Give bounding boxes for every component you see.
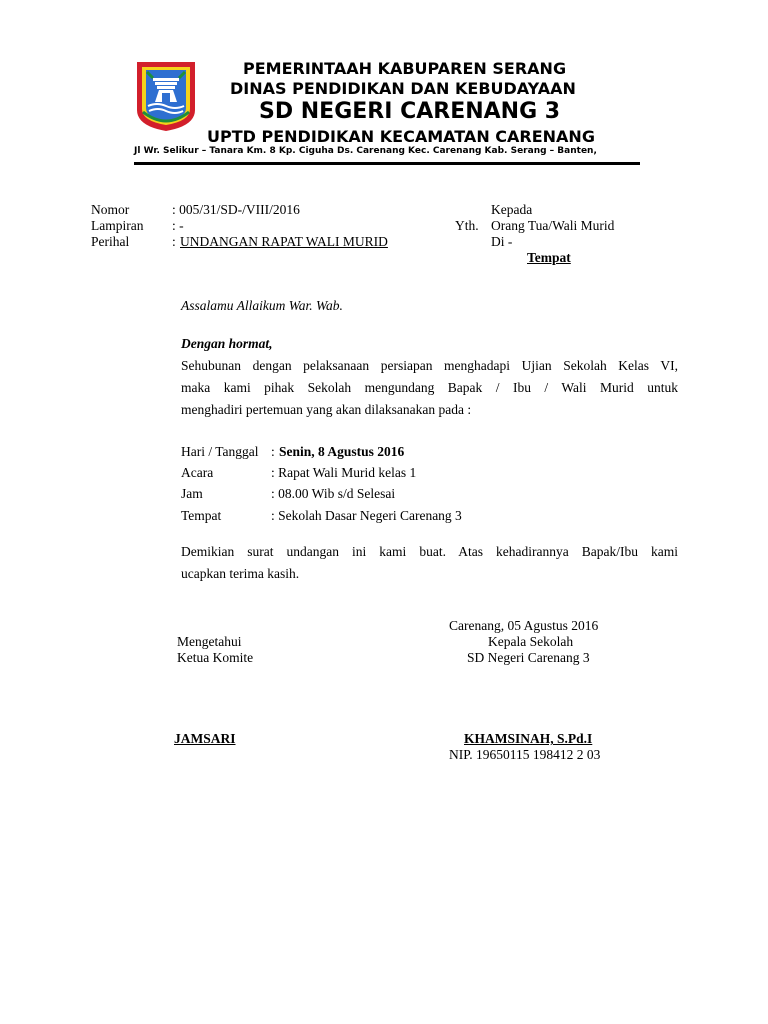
nomor-label: Nomor bbox=[91, 202, 130, 217]
greeting: Assalamu Allaikum War. Wab. bbox=[181, 298, 343, 313]
hari-label: Hari / Tanggal bbox=[181, 444, 259, 459]
acara-label: Acara bbox=[181, 465, 214, 480]
signature-right-name: KHAMSINAH, S.Pd.I bbox=[464, 731, 593, 746]
perihal-colon: : bbox=[172, 234, 176, 249]
letterhead-school-name: SD NEGERI CARENANG 3 bbox=[259, 99, 561, 124]
jam-value: : 08.00 Wib s/d Selesai bbox=[271, 486, 396, 501]
signature-right-title-2: SD Negeri Carenang 3 bbox=[467, 650, 590, 665]
recipient-di: Di - bbox=[491, 234, 513, 249]
acara-value: : Rapat Wali Murid kelas 1 bbox=[271, 465, 417, 480]
hari-colon: : bbox=[271, 444, 275, 459]
signature-right-nip: NIP. 19650115 198412 2 03 bbox=[449, 747, 601, 762]
place-date: Carenang, 05 Agustus 2016 bbox=[449, 618, 599, 633]
letterhead-address: Jl Wr. Selikur – Tanara Km. 8 Kp. Ciguha Ds. Carenang Kec. Carenang Kab. Serang – Banten, bbox=[134, 146, 597, 156]
recipient-to: Orang Tua/Wali Murid bbox=[491, 218, 615, 233]
signature-left-name: JAMSARI bbox=[174, 731, 236, 746]
letterhead-uptd: UPTD PENDIDIKAN KECAMATAN CARENANG bbox=[207, 127, 595, 146]
signature-right-title-1: Kepala Sekolah bbox=[488, 634, 574, 649]
nomor-value: : 005/31/SD-/VIII/2016 bbox=[172, 202, 300, 217]
recipient-yth: Yth. bbox=[455, 218, 479, 233]
paragraph-1-line-1: Sehubunan dengan pelaksanaan persiapan menghadapi Ujian Sekolah Kelas VI, bbox=[181, 358, 678, 373]
signature-left-title-2: Ketua Komite bbox=[177, 650, 254, 665]
salutation: Dengan hormat, bbox=[181, 336, 273, 351]
letterhead-department: DINAS PENDIDIKAN DAN KEBUDAYAAN bbox=[230, 79, 576, 98]
paragraph-1-line-3: menghadiri pertemuan yang akan dilaksanakan pada : bbox=[181, 402, 472, 417]
closing-line-2: ucapkan terima kasih. bbox=[181, 566, 300, 581]
recipient-kepada: Kepada bbox=[491, 202, 533, 217]
tempat-value: : Sekolah Dasar Negeri Carenang 3 bbox=[271, 508, 462, 523]
closing-line-1: Demikian surat undangan ini kami buat. Atas kehadirannya Bapak/Ibu kami bbox=[181, 544, 678, 559]
letterhead-government: PEMERINTAAH KABUPAREN SERANG bbox=[243, 59, 567, 78]
closing-paragraph bbox=[181, 541, 678, 585]
paragraph-1-line-2: maka kami pihak Sekolah mengundang Bapak / Ibu / Wali Murid untuk bbox=[181, 380, 678, 395]
hari-value: Senin, 8 Agustus 2016 bbox=[279, 444, 405, 459]
paragraph-1 bbox=[181, 355, 678, 421]
perihal-label: Perihal bbox=[91, 234, 130, 249]
jam-label: Jam bbox=[181, 486, 203, 501]
perihal-value: UNDANGAN RAPAT WALI MURID bbox=[180, 234, 388, 249]
regency-emblem-logo bbox=[133, 60, 199, 132]
lampiran-value: : - bbox=[172, 218, 184, 233]
tempat-label: Tempat bbox=[181, 508, 222, 523]
letterhead-divider bbox=[134, 162, 640, 165]
recipient-tempat: Tempat bbox=[527, 250, 571, 265]
lampiran-label: Lampiran bbox=[91, 218, 144, 233]
signature-left-title-1: Mengetahui bbox=[177, 634, 242, 649]
